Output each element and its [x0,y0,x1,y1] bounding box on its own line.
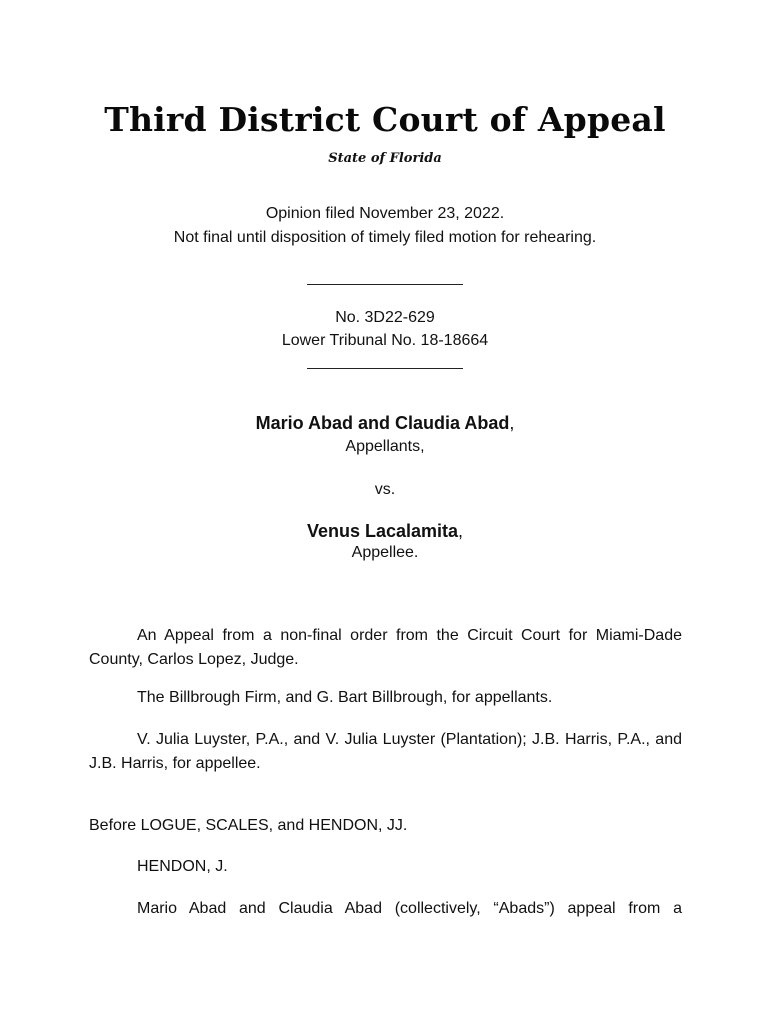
separator-rule [307,368,463,369]
appellants-caption [0,411,770,437]
opinion-author: HENDON, J. [137,858,228,875]
panel-line: Before LOGUE, SCALES, and HENDON, JJ. [89,817,408,834]
appellee-role: Appellee. [351,544,419,561]
appellants-role: Appellants, [345,438,425,455]
appellee-counsel-paragraph: V. Julia Luyster, P.A., and V. Julia Luyster (Plantation); J.B. Harris, P.A., and J.B. Harris, for appellee. [89,731,682,772]
court-name-heading: Third District Court of Appeal [104,100,666,139]
appellants-counsel-paragraph: The Billbrough Firm, and G. Bart Billbrough, for appellants. [137,689,553,706]
separator-bottom [0,368,770,369]
appellee-comma: , [458,521,464,541]
court-state-subheading: State of Florida [328,151,442,166]
separator-top [0,284,770,285]
appeal-from-paragraph: An Appeal from a non-final order from the Circuit Court for Miami-Dade County, Carlos Lopez, Judge. [89,627,682,668]
opinion-filed-date: Opinion filed November 23, 2022. [265,205,505,222]
opinion-opening-paragraph: Mario Abad and Claudia Abad (collectively, “Abads”) appeal from a [137,900,682,917]
lower-tribunal-number: Lower Tribunal No. 18-18664 [281,332,489,349]
appellants-name: Mario Abad and Claudia Abad [255,413,510,433]
not-final-notice: Not final until disposition of timely filed motion for rehearing. [173,229,597,246]
appellee-name: Venus Lacalamita [306,521,459,541]
case-number: No. 3D22-629 [335,309,435,326]
versus-label: vs. [374,481,396,498]
appellants-comma: , [509,413,515,433]
separator-rule [307,284,463,285]
